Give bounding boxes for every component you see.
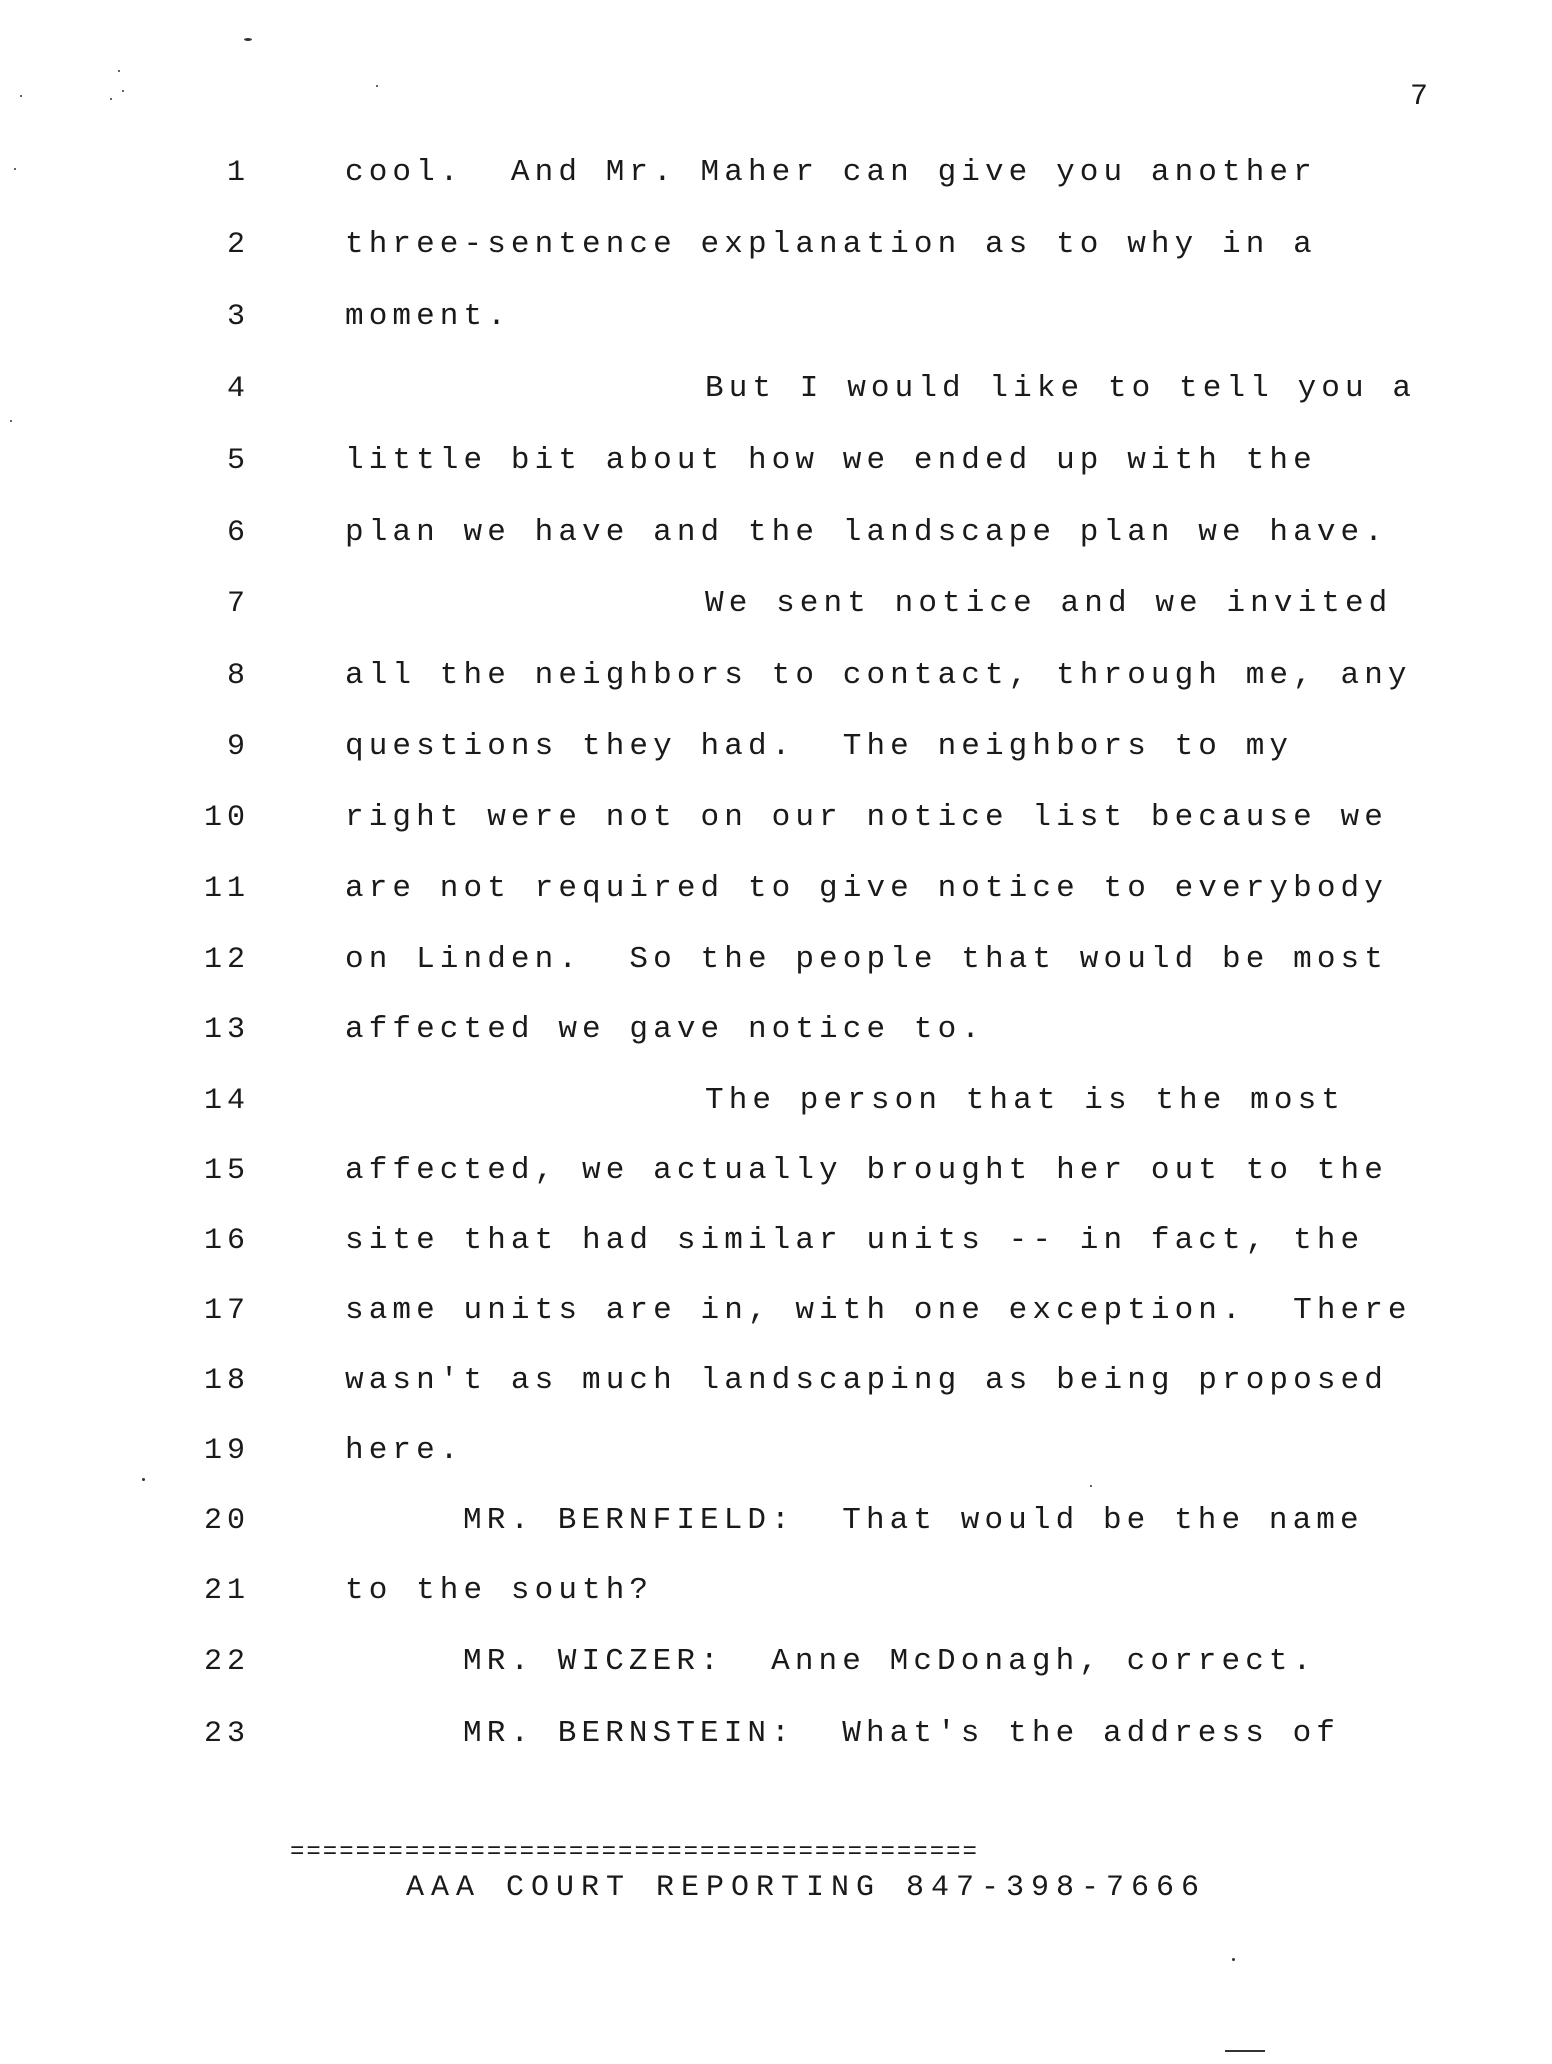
line-number: 7: [226, 587, 250, 621]
footer-text: AAA COURT REPORTING 847-398-7666: [405, 1871, 1207, 1905]
transcript-line: But I would like to tell you a: [705, 371, 1417, 406]
transcript-line: here.: [345, 1433, 464, 1468]
line-number: 8: [226, 659, 250, 693]
transcript-line: site that had similar units -- in fact, the: [345, 1223, 1365, 1258]
transcript-line: moment.: [345, 299, 511, 334]
line-number: 21: [203, 1574, 250, 1608]
transcript-line: MR. WICZER: Anne McDonagh, correct.: [463, 1644, 1317, 1679]
transcript-line: three-sentence explanation as to why in a: [345, 227, 1317, 262]
line-number: 22: [203, 1645, 250, 1679]
line-number: 16: [203, 1224, 250, 1258]
transcript-line: We sent notice and we invited: [705, 586, 1393, 621]
line-number: 4: [226, 372, 250, 406]
transcript-line: wasn't as much landscaping as being proposed: [345, 1363, 1388, 1398]
transcript-line: to the south?: [345, 1573, 654, 1608]
transcript-line: affected we gave notice to.: [345, 1012, 985, 1047]
transcript-line: all the neighbors to contact, through me, any: [345, 658, 1412, 693]
line-number: 11: [203, 872, 250, 906]
transcript-line: are not required to give notice to everybody: [345, 871, 1388, 906]
line-number: 6: [226, 516, 250, 550]
line-number: 17: [203, 1294, 250, 1328]
transcript-line: little bit about how we ended up with the: [345, 443, 1317, 478]
line-number: 1: [226, 156, 250, 190]
line-number: 5: [226, 444, 250, 478]
line-number: 20: [203, 1504, 250, 1538]
line-number: 13: [203, 1013, 250, 1047]
transcript-line: affected, we actually brought her out to the: [345, 1153, 1388, 1188]
line-number: 19: [203, 1434, 250, 1468]
page-number: 7: [1410, 80, 1429, 114]
line-number: 12: [203, 943, 250, 977]
transcript-line: MR. BERNFIELD: That would be the name: [463, 1503, 1364, 1538]
transcript-line: MR. BERNSTEIN: What's the address of: [463, 1716, 1341, 1751]
line-number: 2: [226, 228, 250, 262]
footer-rule: ==========================================: [290, 1839, 979, 1866]
line-number: 18: [203, 1364, 250, 1398]
transcript-line: on Linden. So the people that would be most: [345, 942, 1388, 977]
transcript-line: right were not on our notice list because we: [345, 800, 1388, 835]
line-number: 3: [226, 300, 250, 334]
transcript-line: The person that is the most: [705, 1083, 1345, 1118]
transcript-line: questions they had. The neighbors to my: [345, 729, 1294, 764]
line-number: 15: [203, 1154, 250, 1188]
line-number: 23: [203, 1717, 250, 1751]
line-number: 9: [226, 730, 250, 764]
line-number: 14: [203, 1084, 250, 1118]
transcript-line: same units are in, with one exception. There: [345, 1293, 1412, 1328]
line-number: 10: [203, 801, 250, 835]
transcript-line: plan we have and the landscape plan we have.: [345, 515, 1388, 550]
transcript-line: cool. And Mr. Maher can give you another: [345, 155, 1317, 190]
